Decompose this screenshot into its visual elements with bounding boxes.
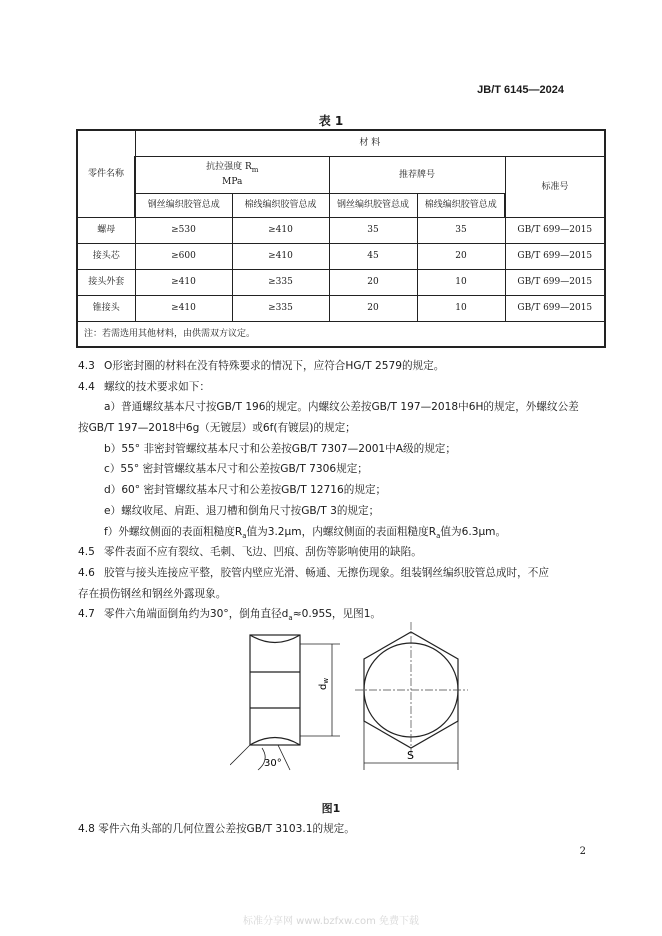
cell-part: 接头芯 [77, 243, 135, 269]
header-tensile-unit: MPa [222, 176, 243, 187]
cell-standard: GB/T 699—2015 [505, 217, 605, 243]
cell-grade-steel: 45 [329, 243, 417, 269]
clause-4-4-e: e）螺纹收尾、肩距、退刀槽和倒角尺寸按GB/T 3的规定； [104, 504, 380, 517]
standard-number: JB/T 6145—2024 [477, 84, 564, 96]
cell-tensile-cotton: ≥335 [232, 269, 329, 295]
subheader-cotton: 棉线编织胶管总成 [417, 193, 505, 217]
clause-4-4-d: d）60° 密封管螺纹基本尺寸和公差按GB/T 12716的规定； [104, 484, 387, 497]
cell-grade-steel: 35 [329, 217, 417, 243]
clauses-block [78, 356, 598, 625]
s-label: S [407, 749, 414, 762]
clause-4-4-a-cont: 按GB/T 197—2018中6g（无镀层）或6f(有镀层)的规定； [78, 422, 356, 435]
clause-4-7: 4.7 零件六角端面倒角约为30°，倒角直径$d_a\approx 0.95S$，见图1。 [78, 608, 382, 623]
materials-table [76, 129, 606, 348]
clause-4-3: 4.3 O形密封圈的材料在没有特殊要求的情况下，应符合HG/T 2579的规定。 [78, 360, 445, 372]
table-caption: 表 1 [318, 114, 344, 128]
subheader-steel: 钢丝编织胶管总成 [135, 193, 232, 217]
cell-part: 螺母 [77, 217, 135, 243]
table-row [77, 243, 605, 269]
clause-4-5: 4.5 零件表面不应有裂纹、毛刺、飞边、凹痕、刮伤等影响使用的缺陷。 [78, 546, 422, 559]
clause-4-4: 4.4 螺纹的技术要求如下： [78, 380, 210, 393]
cell-tensile-cotton: ≥410 [232, 243, 329, 269]
cell-part: 接头外套 [77, 269, 135, 295]
clause-4-4-b: b）55° 非密封管螺纹基本尺寸和公差按GB/T 7307—2001中A级的规定； [104, 442, 456, 455]
clause-4-8: 4.8 零件六角头部的几何位置公差按GB/T 3103.1的规定。 [78, 823, 355, 835]
cell-tensile-steel: ≥410 [135, 269, 232, 295]
hex-nut-drawing [230, 620, 470, 780]
dw-label: $d_w$ [318, 677, 330, 690]
chamfer-arc-bottom [250, 738, 300, 746]
clause-4-6-cont: 存在损伤钢丝和钢丝外露现象。 [78, 587, 227, 600]
cell-tensile-cotton: ≥410 [232, 217, 329, 243]
table-note: 注：若需选用其他材料，由供需双方议定。 [77, 321, 605, 347]
cell-grade-steel: 20 [329, 295, 417, 321]
table-row [77, 295, 605, 321]
cell-tensile-cotton: ≥335 [232, 295, 329, 321]
header-part-name: 零件名称 [77, 130, 135, 217]
header-tensile: 抗拉强度 $R_m$ MPa [135, 156, 329, 193]
cell-tensile-steel: ≥410 [135, 295, 232, 321]
cell-tensile-steel: ≥600 [135, 243, 232, 269]
subheader-steel: 钢丝编织胶管总成 [329, 193, 417, 217]
header-standard-no: 标准号 [505, 156, 605, 217]
angle-label: 30° [264, 758, 282, 769]
header-material: 材 料 [135, 130, 605, 156]
header-recommended-grade: 推荐牌号 [329, 156, 505, 193]
cell-grade-cotton: 20 [417, 243, 505, 269]
watermark: 标准分享网 www.bzfxw.com 免费下载 [243, 916, 419, 927]
page-number: 2 [579, 846, 586, 857]
cell-tensile-steel: ≥530 [135, 217, 232, 243]
clause-4-4-a: a）普通螺纹基本尺寸按GB/T 196的规定。内螺纹公差按GB/T 197—2018中6H的规定，外螺纹公差 [104, 401, 579, 414]
chamfer-arc-top [250, 635, 300, 643]
cell-grade-cotton: 35 [417, 217, 505, 243]
clause-4-4-c: c）55° 密封管螺纹基本尺寸和公差按GB/T 7306规定； [104, 463, 368, 476]
cell-grade-cotton: 10 [417, 269, 505, 295]
nut-side-outline [250, 635, 300, 745]
figure-caption: 图1 [321, 802, 341, 815]
cell-grade-cotton: 10 [417, 295, 505, 321]
cell-standard: GB/T 699—2015 [505, 295, 605, 321]
subheader-cotton: 棉线编织胶管总成 [232, 193, 329, 217]
table-row [77, 217, 605, 243]
cell-grade-steel: 20 [329, 269, 417, 295]
table-row [77, 269, 605, 295]
clause-4-6: 4.6 胶管与接头连接应平整，胶管内壁应光滑、畅通、无擦伤现象。组装钢丝编织胶管总成时，不应 [78, 566, 549, 579]
clause-4-4-f: f）外螺纹侧面的表面粗糙度$R_a$值为3.2μm，内螺纹侧面的表面粗糙度$R_a$值为6.3μm。 [104, 525, 507, 540]
cell-standard: GB/T 699—2015 [505, 269, 605, 295]
cell-part: 锥接头 [77, 295, 135, 321]
cell-standard: GB/T 699—2015 [505, 243, 605, 269]
